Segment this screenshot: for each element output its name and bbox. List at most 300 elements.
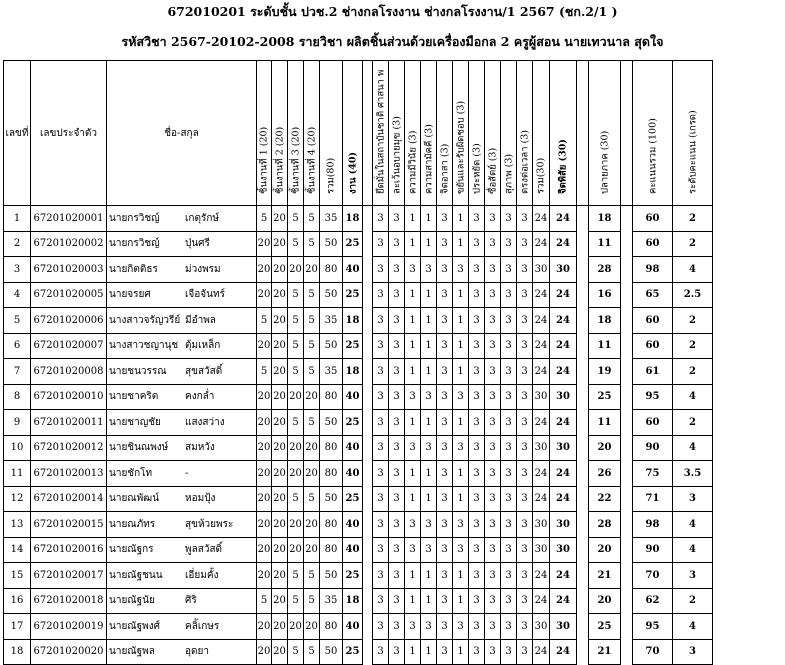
student-id: 67201020008 xyxy=(31,359,107,385)
spacer xyxy=(577,461,589,487)
spacer xyxy=(621,384,633,410)
work40-score: 25 xyxy=(343,231,363,257)
attitude-score: 3 xyxy=(485,563,501,589)
last-name: สุขห้วยพระ xyxy=(185,518,234,530)
work-score: 20 xyxy=(304,614,320,640)
work40-score: 25 xyxy=(343,282,363,308)
total-score: 65 xyxy=(633,282,673,308)
attitude-score: 3 xyxy=(501,512,517,538)
table-row xyxy=(4,257,713,283)
last-name: คลิ้เกษร xyxy=(185,620,220,632)
work-score: 50 xyxy=(320,282,343,308)
work-score: 20 xyxy=(288,435,304,461)
attitude-score: 3 xyxy=(373,231,389,257)
attitude-score: 3 xyxy=(469,384,485,410)
attitude-score: 3 xyxy=(485,282,501,308)
work-score: 20 xyxy=(288,257,304,283)
spacer xyxy=(577,359,589,385)
attitude-score: 24 xyxy=(533,282,550,308)
spacer xyxy=(363,435,373,461)
col-work2: ชิ้นงานที่ 2 (20) xyxy=(272,61,288,206)
work-score: 20 xyxy=(257,333,272,359)
last-name: ตุ้มเหล็ก xyxy=(185,340,221,352)
attitude-score: 30 xyxy=(533,614,550,640)
first-name: นายชนวรรณ xyxy=(109,365,167,377)
final-score: 20 xyxy=(589,537,621,563)
attitude-score: 1 xyxy=(421,588,437,614)
attitude-score: 3 xyxy=(501,537,517,563)
spacer xyxy=(621,282,633,308)
first-name: นางสาวชญานุช xyxy=(109,340,179,352)
work-score: 20 xyxy=(304,512,320,538)
attitude-score: 1 xyxy=(421,410,437,436)
total-score: 75 xyxy=(633,461,673,487)
attitude-score: 3 xyxy=(389,231,405,257)
attitude-score: 3 xyxy=(373,359,389,385)
attitude-score: 3 xyxy=(421,435,437,461)
attitude-score: 1 xyxy=(405,588,421,614)
attitude-score: 3 xyxy=(453,614,469,640)
last-name: เอี่ยมคั้ง xyxy=(185,569,219,581)
attitude-total: 30 xyxy=(550,512,577,538)
work-score: 5 xyxy=(304,588,320,614)
row-no: 2 xyxy=(4,231,31,257)
student-name xyxy=(107,231,257,257)
table-row xyxy=(4,537,713,563)
attitude-score: 24 xyxy=(533,563,550,589)
work40-score: 40 xyxy=(343,614,363,640)
attitude-total: 24 xyxy=(550,410,577,436)
table-row xyxy=(4,333,713,359)
attitude-score: 3 xyxy=(517,486,533,512)
work40-score: 18 xyxy=(343,206,363,232)
student-name xyxy=(107,308,257,334)
student-id: 67201020016 xyxy=(31,537,107,563)
attitude-score: 3 xyxy=(501,563,517,589)
work-score: 80 xyxy=(320,435,343,461)
last-name: สุขสวัสดิ์ xyxy=(185,365,223,377)
attitude-score: 1 xyxy=(405,359,421,385)
last-name: มีอำพล xyxy=(185,314,216,326)
attitude-score: 3 xyxy=(389,486,405,512)
attitude-score: 3 xyxy=(485,410,501,436)
student-id: 67201020015 xyxy=(31,512,107,538)
attitude-score: 3 xyxy=(437,231,453,257)
attitude-score: 3 xyxy=(501,282,517,308)
work-score: 80 xyxy=(320,461,343,487)
spacer xyxy=(577,333,589,359)
attitude-score: 3 xyxy=(517,231,533,257)
total-score: 60 xyxy=(633,333,673,359)
attitude-score: 3 xyxy=(437,435,453,461)
attitude-score: 3 xyxy=(405,537,421,563)
attitude-score: 3 xyxy=(517,359,533,385)
attitude-total: 24 xyxy=(550,282,577,308)
work-score: 20 xyxy=(272,359,288,385)
attitude-score: 3 xyxy=(485,308,501,334)
final-score: 20 xyxy=(589,435,621,461)
work-score: 50 xyxy=(320,563,343,589)
spacer xyxy=(363,333,373,359)
attitude-score: 1 xyxy=(453,639,469,665)
attitude-score: 3 xyxy=(485,257,501,283)
attitude-score: 3 xyxy=(373,614,389,640)
spacer xyxy=(621,639,633,665)
attitude-score: 3 xyxy=(501,206,517,232)
work-score: 20 xyxy=(272,206,288,232)
attitude-score: 3 xyxy=(389,435,405,461)
table-row xyxy=(4,231,713,257)
attitude-score: 3 xyxy=(469,333,485,359)
attitude-score: 3 xyxy=(501,614,517,640)
grade: 3 xyxy=(673,486,713,512)
attitude-score: 3 xyxy=(389,308,405,334)
attitude-score: 3 xyxy=(437,563,453,589)
spacer xyxy=(577,308,589,334)
attitude-total: 30 xyxy=(550,537,577,563)
attitude-score: 3 xyxy=(485,231,501,257)
work-score: 20 xyxy=(288,461,304,487)
col-work4: ชิ้นงานที่ 4 (20) xyxy=(304,61,320,206)
work-score: 5 xyxy=(304,282,320,308)
student-id: 67201020011 xyxy=(31,410,107,436)
table-row xyxy=(4,282,713,308)
table-row xyxy=(4,435,713,461)
student-id: 67201020012 xyxy=(31,435,107,461)
attitude-total: 24 xyxy=(550,333,577,359)
work-score: 20 xyxy=(272,257,288,283)
attitude-score: 3 xyxy=(485,461,501,487)
work-score: 5 xyxy=(304,333,320,359)
table-row xyxy=(4,359,713,385)
work-score: 20 xyxy=(272,308,288,334)
student-name xyxy=(107,563,257,589)
attitude-score: 1 xyxy=(453,359,469,385)
work-score: 20 xyxy=(272,537,288,563)
header-row xyxy=(4,61,713,206)
table-row xyxy=(4,512,713,538)
attitude-score: 1 xyxy=(453,308,469,334)
student-name xyxy=(107,410,257,436)
course-info: รหัสวิชา 2567-20102-2008 รายวิชา ผลิตชิ้นส่วนด้วยเครื่องมือกล 2 ครูผู้สอน นายเทวนาล สุดใจ xyxy=(121,34,664,49)
attitude-score: 3 xyxy=(389,537,405,563)
total-score: 98 xyxy=(633,512,673,538)
attitude-total: 30 xyxy=(550,257,577,283)
attitude-score: 1 xyxy=(405,206,421,232)
total-score: 90 xyxy=(633,435,673,461)
spacer xyxy=(363,614,373,640)
work-score: 20 xyxy=(257,639,272,665)
final-score: 26 xyxy=(589,461,621,487)
table-row xyxy=(4,486,713,512)
attitude-score: 1 xyxy=(421,308,437,334)
total-score: 62 xyxy=(633,588,673,614)
work-score: 5 xyxy=(288,588,304,614)
grade: 4 xyxy=(673,435,713,461)
spacer xyxy=(577,537,589,563)
attitude-score: 3 xyxy=(501,588,517,614)
student-id: 67201020002 xyxy=(31,231,107,257)
grade: 4 xyxy=(673,512,713,538)
attitude-score: 3 xyxy=(373,410,389,436)
spacer xyxy=(363,206,373,232)
attitude-score: 3 xyxy=(373,639,389,665)
total-score: 60 xyxy=(633,308,673,334)
col-sum80: รวม(80) xyxy=(320,61,343,206)
row-no: 18 xyxy=(4,639,31,665)
attitude-score: 3 xyxy=(405,384,421,410)
work-score: 20 xyxy=(272,614,288,640)
first-name: นายกิตติธร xyxy=(109,263,158,275)
row-no: 17 xyxy=(4,614,31,640)
row-no: 10 xyxy=(4,435,31,461)
final-score: 11 xyxy=(589,410,621,436)
attitude-score: 3 xyxy=(437,282,453,308)
spacer xyxy=(363,512,373,538)
work-score: 20 xyxy=(288,614,304,640)
col-work40: งาน (40) xyxy=(343,61,363,206)
attitude-score: 3 xyxy=(453,257,469,283)
table-row xyxy=(4,614,713,640)
student-id: 67201020003 xyxy=(31,257,107,283)
attitude-score: 3 xyxy=(485,537,501,563)
attitude-score: 3 xyxy=(469,359,485,385)
attitude-score: 3 xyxy=(453,512,469,538)
col-discipline: ความมีวินัย (3) xyxy=(405,61,421,206)
col-volunteer: จิตอาสา (3) xyxy=(437,61,453,206)
attitude-total: 30 xyxy=(550,384,577,410)
attitude-score: 1 xyxy=(405,563,421,589)
student-name xyxy=(107,435,257,461)
spacer xyxy=(577,639,589,665)
final-score: 21 xyxy=(589,639,621,665)
student-name xyxy=(107,512,257,538)
row-no: 13 xyxy=(4,512,31,538)
attitude-score: 3 xyxy=(405,614,421,640)
col-work3: ชิ้นงานที่ 3 (20) xyxy=(288,61,304,206)
attitude-score: 24 xyxy=(533,639,550,665)
attitude-score: 3 xyxy=(405,257,421,283)
work-score: 20 xyxy=(288,512,304,538)
student-name xyxy=(107,257,257,283)
attitude-score: 3 xyxy=(373,308,389,334)
attitude-score: 3 xyxy=(501,359,517,385)
attitude-score: 1 xyxy=(405,486,421,512)
col-no: เลขที่ xyxy=(4,61,31,206)
col-student-id: เลขประจำตัว xyxy=(31,61,107,206)
student-id: 67201020013 xyxy=(31,461,107,487)
student-name xyxy=(107,639,257,665)
work-score: 5 xyxy=(304,639,320,665)
first-name: นางสาวจรัญวรีย์ xyxy=(109,314,181,326)
attitude-score: 3 xyxy=(421,614,437,640)
spacer xyxy=(621,231,633,257)
student-id: 67201020020 xyxy=(31,639,107,665)
attitude-score: 3 xyxy=(517,257,533,283)
attitude-score: 3 xyxy=(453,384,469,410)
spacer xyxy=(363,639,373,665)
work-score: 5 xyxy=(288,486,304,512)
attitude-total: 24 xyxy=(550,308,577,334)
attitude-score: 3 xyxy=(485,206,501,232)
attitude-score: 30 xyxy=(533,512,550,538)
student-name xyxy=(107,537,257,563)
attitude-score: 3 xyxy=(485,639,501,665)
spacer xyxy=(363,537,373,563)
grade: 2 xyxy=(673,231,713,257)
attitude-score: 3 xyxy=(469,410,485,436)
attitude-score: 3 xyxy=(485,588,501,614)
attitude-score: 3 xyxy=(469,512,485,538)
work-score: 20 xyxy=(257,486,272,512)
spacer xyxy=(363,359,373,385)
table-row xyxy=(4,308,713,334)
work-score: 20 xyxy=(272,435,288,461)
work-score: 35 xyxy=(320,308,343,334)
attitude-score: 3 xyxy=(517,512,533,538)
work-score: 20 xyxy=(272,461,288,487)
spacer xyxy=(577,410,589,436)
first-name: นายชาคริต xyxy=(109,391,159,403)
work-score: 20 xyxy=(304,257,320,283)
report-title: 672010201 ระดับชั้น ปวช.2 ช่างกลโรงงาน ช่างกลโรงงาน/1 2567 (ชก.2/1 ) xyxy=(167,4,618,19)
last-name: พูลสวัสดิ์ xyxy=(185,544,223,556)
attitude-score: 3 xyxy=(389,614,405,640)
attitude-score: 3 xyxy=(421,384,437,410)
spacer xyxy=(363,410,373,436)
last-name: สมหวัง xyxy=(185,442,215,454)
final-score: 11 xyxy=(589,231,621,257)
attitude-score: 3 xyxy=(501,308,517,334)
work40-score: 18 xyxy=(343,308,363,334)
row-no: 14 xyxy=(4,537,31,563)
table-row xyxy=(4,563,713,589)
final-score: 25 xyxy=(589,614,621,640)
col-work1: ชิ้นงานที่ 1 (20) xyxy=(257,61,272,206)
grade: 4 xyxy=(673,257,713,283)
student-name xyxy=(107,282,257,308)
work-score: 20 xyxy=(257,282,272,308)
row-no: 12 xyxy=(4,486,31,512)
attitude-score: 3 xyxy=(373,206,389,232)
table-row xyxy=(4,639,713,665)
col-attitude: จิตพิสัย (30) xyxy=(550,61,577,206)
attitude-score: 1 xyxy=(405,333,421,359)
attitude-score: 24 xyxy=(533,486,550,512)
attitude-score: 3 xyxy=(501,231,517,257)
work-score: 20 xyxy=(257,435,272,461)
row-no: 5 xyxy=(4,308,31,334)
attitude-score: 24 xyxy=(533,333,550,359)
attitude-score: 3 xyxy=(453,435,469,461)
col-name: ชื่อ-สกุล xyxy=(107,61,257,206)
first-name: นายณัฐพล xyxy=(109,646,155,658)
student-id: 67201020014 xyxy=(31,486,107,512)
first-name: นายณัฐชนน xyxy=(109,569,163,581)
attitude-score: 3 xyxy=(469,282,485,308)
work-score: 50 xyxy=(320,410,343,436)
attitude-score: 3 xyxy=(517,614,533,640)
student-id: 67201020007 xyxy=(31,333,107,359)
attitude-score: 24 xyxy=(533,461,550,487)
work-score: 80 xyxy=(320,614,343,640)
spacer xyxy=(577,231,589,257)
attitude-score: 3 xyxy=(517,537,533,563)
attitude-score: 24 xyxy=(533,410,550,436)
attitude-total: 24 xyxy=(550,461,577,487)
last-name: อุดยา xyxy=(185,646,209,658)
attitude-score: 3 xyxy=(517,206,533,232)
attitude-score: 3 xyxy=(485,614,501,640)
work40-score: 25 xyxy=(343,639,363,665)
attitude-score: 3 xyxy=(469,537,485,563)
spacer xyxy=(577,614,589,640)
row-no: 8 xyxy=(4,384,31,410)
work-score: 80 xyxy=(320,384,343,410)
work-score: 5 xyxy=(288,563,304,589)
col-final: ปลายภาค (30) xyxy=(589,61,621,206)
work-score: 5 xyxy=(257,588,272,614)
spacer xyxy=(363,231,373,257)
final-score: 11 xyxy=(589,333,621,359)
work40-score: 18 xyxy=(343,359,363,385)
total-score: 95 xyxy=(633,614,673,640)
attitude-score: 3 xyxy=(485,384,501,410)
table-row xyxy=(4,206,713,232)
attitude-total: 24 xyxy=(550,359,577,385)
work-score: 5 xyxy=(257,308,272,334)
work-score: 5 xyxy=(304,359,320,385)
spacer xyxy=(621,461,633,487)
attitude-score: 3 xyxy=(469,461,485,487)
work-score: 20 xyxy=(257,384,272,410)
work-score: 80 xyxy=(320,257,343,283)
attitude-score: 3 xyxy=(485,333,501,359)
attitude-score: 24 xyxy=(533,231,550,257)
work-score: 20 xyxy=(288,384,304,410)
work-score: 5 xyxy=(304,486,320,512)
row-no: 6 xyxy=(4,333,31,359)
attitude-score: 3 xyxy=(453,537,469,563)
spacer xyxy=(577,206,589,232)
attitude-total: 30 xyxy=(550,614,577,640)
col-thrift: ประหยัด (3) xyxy=(469,61,485,206)
attitude-score: 1 xyxy=(405,282,421,308)
attitude-total: 24 xyxy=(550,486,577,512)
work40-score: 25 xyxy=(343,563,363,589)
attitude-score: 3 xyxy=(437,384,453,410)
col-spacer-1 xyxy=(363,61,373,206)
spacer xyxy=(577,486,589,512)
attitude-score: 1 xyxy=(453,486,469,512)
work-score: 80 xyxy=(320,512,343,538)
spacer xyxy=(621,206,633,232)
final-score: 28 xyxy=(589,257,621,283)
spacer xyxy=(577,384,589,410)
attitude-score: 3 xyxy=(501,384,517,410)
attitude-score: 3 xyxy=(501,410,517,436)
work-score: 5 xyxy=(257,359,272,385)
attitude-score: 3 xyxy=(501,435,517,461)
last-name: ม่วงพรม xyxy=(185,263,221,275)
attitude-score: 3 xyxy=(517,639,533,665)
spacer xyxy=(577,282,589,308)
work-score: 5 xyxy=(304,410,320,436)
attitude-score: 3 xyxy=(405,512,421,538)
spacer xyxy=(363,486,373,512)
total-score: 60 xyxy=(633,231,673,257)
attitude-score: 3 xyxy=(389,461,405,487)
